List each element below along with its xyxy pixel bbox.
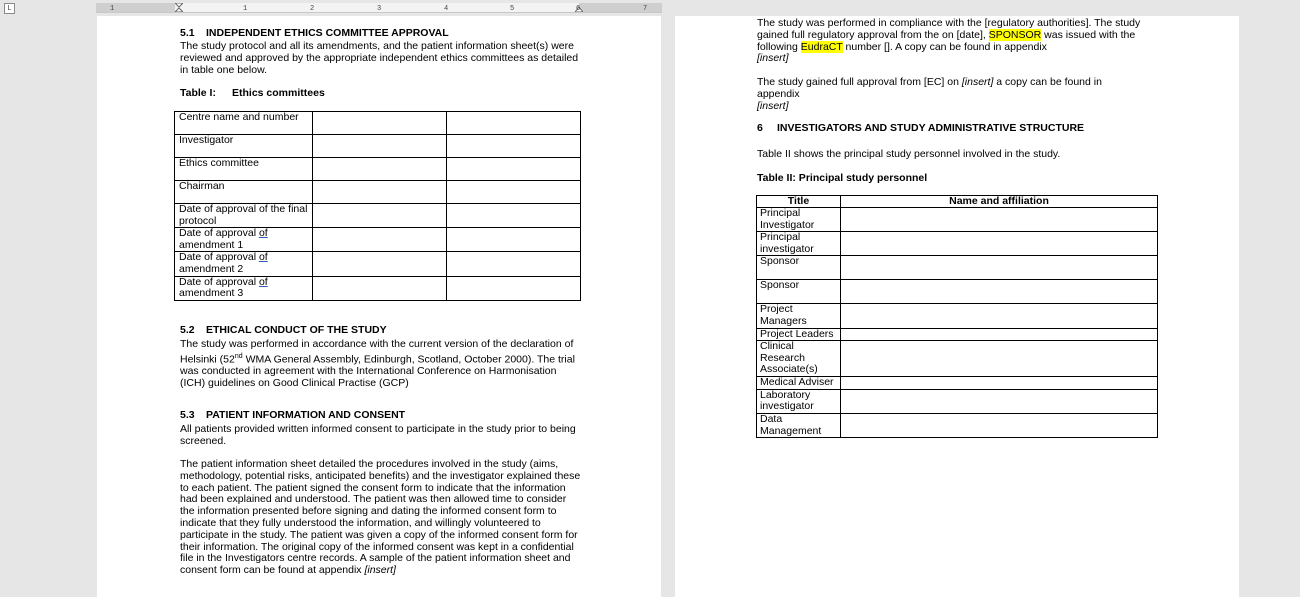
column-header-title: Title [757, 196, 841, 208]
ec-approval-paragraph [757, 77, 1147, 112]
table-row [175, 276, 581, 300]
section-heading-6 [757, 122, 1084, 134]
table-cell[interactable] [841, 280, 1158, 304]
table-cell[interactable]: Sponsor [757, 256, 841, 280]
table-cell[interactable] [313, 112, 447, 135]
table-cell[interactable]: Project Managers [757, 304, 841, 328]
table-row [175, 228, 581, 252]
section-5-3-body-1: All patients provided written informed consent to participate in the study prior to being screened. [180, 423, 576, 447]
table-cell[interactable]: Centre name and number [175, 112, 313, 135]
ruler-tick: 1 [243, 5, 248, 13]
body-text: The patient information sheet detailed the procedures involved in the study (aims, methodology, potential risks, anticipated benefits) and the investigator explained these to each patient. The patient signed the consent form to indicate that the information had been explained and understood. The patient was then allowed time to consider the information presented before signing and dating the informed consent form to indicate that they fully understood the information, and willingly volunteered to participate in the study. The patient was given a copy of the informed consent form for their information. The original copy of the informed consent was kept in a confidential file in the Investigators centre records. A sample of the patient information sheet and consent form can be found at appendix [180, 458, 581, 577]
table-row [757, 341, 1158, 377]
table-cell[interactable]: Principal Investigator [757, 208, 841, 232]
table-cell[interactable] [313, 276, 447, 300]
table-cell[interactable] [841, 413, 1158, 437]
table-cell[interactable]: Laboratory investigator [757, 389, 841, 413]
table-cell[interactable] [447, 181, 581, 204]
ruler-tick: 4 [444, 5, 449, 13]
body-text: number [842, 40, 885, 53]
table-row [757, 377, 1158, 390]
ruler-tick: 7 [643, 5, 648, 13]
principal-personnel-table[interactable] [756, 195, 1158, 438]
table-cell[interactable] [313, 252, 447, 276]
section-heading-5-3 [180, 409, 405, 421]
table-cell[interactable]: Chairman [175, 181, 313, 204]
table-header-row [757, 196, 1158, 208]
cell-text: Date of approval [179, 251, 259, 264]
regulatory-paragraph [757, 18, 1142, 65]
table-cell[interactable] [447, 204, 581, 228]
table-row [757, 328, 1158, 341]
table-cell[interactable] [313, 158, 447, 181]
table-cell[interactable] [447, 158, 581, 181]
first-line-indent-marker[interactable] [175, 3, 183, 12]
section-number: 5.2 [180, 324, 195, 336]
section-heading-5-2 [180, 324, 387, 336]
body-text: The study was performed in accordance with the current version of the declaration of Helsinki (52 [180, 338, 574, 366]
spelling-flag: of [258, 251, 268, 264]
table-cell[interactable] [447, 252, 581, 276]
table-cell[interactable]: Clinical Research Associate(s) [757, 341, 841, 377]
body-text: . A copy can be found in appendix [889, 40, 1047, 53]
body-text: was issued with the following [757, 28, 1136, 53]
table-row [757, 208, 1158, 232]
section-number: 6 [757, 122, 763, 134]
table-1-caption [180, 87, 325, 99]
superscript: nd [234, 352, 243, 360]
table-row [175, 112, 581, 135]
table-row [175, 252, 581, 276]
table-cell[interactable] [313, 181, 447, 204]
body-text: The study gained full approval from [EC] on [757, 76, 962, 88]
table-cell[interactable] [841, 232, 1158, 256]
table-cell[interactable] [313, 204, 447, 228]
spelling-flag: of [258, 227, 268, 240]
table-cell[interactable] [447, 228, 581, 252]
table-cell[interactable]: Data Management [757, 413, 841, 437]
spelling-flag: of [258, 276, 268, 288]
document-page-right[interactable] [675, 16, 1239, 597]
cell-text: amendment 2 [179, 262, 244, 275]
table-2-intro: Table II shows the principal study personnel involved in the study. [757, 148, 1061, 160]
insert-placeholder: [insert] [961, 76, 994, 88]
table-row [757, 413, 1158, 437]
table-cell[interactable]: Ethics committee [175, 158, 313, 181]
table-cell[interactable] [841, 389, 1158, 413]
document-page-left[interactable] [97, 16, 661, 597]
table-cell[interactable] [841, 256, 1158, 280]
horizontal-ruler[interactable] [96, 3, 662, 13]
table-cell[interactable]: Date of approval of the final protocol [175, 204, 313, 228]
table-cell[interactable] [313, 135, 447, 158]
highlighted-eudract: EudraCT [800, 40, 843, 53]
table-title: Ethics committees [232, 87, 325, 99]
cell-text: Date of approval [179, 276, 259, 288]
ruler-left-margin [96, 3, 175, 12]
table-cell[interactable] [841, 328, 1158, 341]
table-cell[interactable]: Principal investigator [757, 232, 841, 256]
section-number: 5.3 [180, 409, 195, 421]
table-row [175, 204, 581, 228]
section-5-1-body: The study protocol and all its amendments, and the patient information sheet(s) were reviewed and approved by the appropriate independent ethics committees as detailed in table one below. [180, 40, 579, 76]
table-cell[interactable] [841, 341, 1158, 377]
section-number: 5.1 [180, 27, 195, 39]
section-heading-5-1 [180, 27, 449, 39]
table-row [175, 135, 581, 158]
table-row [757, 232, 1158, 256]
insert-placeholder: [insert] [757, 99, 789, 112]
section-5-3-body-2 [180, 459, 582, 577]
section-title: PATIENT INFORMATION AND CONSENT [206, 409, 406, 421]
ruler-tick: 1 [110, 5, 115, 13]
ethics-committees-table[interactable] [174, 111, 581, 301]
spelling-flag: [] [884, 40, 890, 53]
table-row [175, 158, 581, 181]
table-row [757, 389, 1158, 413]
ruler-tick: 5 [510, 5, 515, 13]
table-cell[interactable]: Medical Adviser [757, 377, 841, 390]
ruler-right-margin [579, 3, 662, 12]
table-cell[interactable]: Investigator [175, 135, 313, 158]
highlighted-sponsor: SPONSOR [988, 28, 1042, 41]
cell-text: amendment 1 [179, 238, 244, 251]
table-cell[interactable] [841, 208, 1158, 232]
table-label: Table I: [180, 87, 216, 99]
section-5-2-body [180, 339, 580, 390]
section-title: INVESTIGATORS AND STUDY ADMINISTRATIVE STRUCTURE [777, 122, 1085, 134]
table-cell[interactable]: Project Leaders [757, 328, 841, 341]
cell-text: Date of approval [179, 227, 259, 240]
table-cell[interactable] [447, 276, 581, 300]
insert-placeholder: [insert] [364, 564, 396, 577]
ruler-tick: 2 [310, 5, 315, 13]
body-text: WMA General Assembly, Edinburgh, Scotland, October 2000). The trial was conducted in agreement with the International Conference on Harmonisation (ICH) guidelines on Good Clinical Practise (GCP) [180, 353, 575, 389]
cell-text: amendment 3 [179, 287, 244, 300]
body-text: a copy can be found in appendix [757, 76, 1102, 100]
ruler-tick: 3 [377, 5, 382, 13]
table-cell[interactable] [175, 276, 313, 300]
table-cell[interactable] [313, 228, 447, 252]
section-title: ETHICAL CONDUCT OF THE STUDY [206, 324, 387, 336]
table-row [757, 256, 1158, 280]
table-row [757, 304, 1158, 328]
table-2-caption: Table II: Principal study personnel [757, 172, 928, 184]
table-cell[interactable] [841, 304, 1158, 328]
table-cell[interactable] [447, 112, 581, 135]
column-header-name: Name and affiliation [841, 196, 1158, 208]
table-row [757, 280, 1158, 304]
table-cell[interactable]: Sponsor [757, 280, 841, 304]
insert-placeholder: [insert] [757, 52, 789, 65]
ruler-tick: 6 [576, 5, 581, 13]
table-cell[interactable] [841, 377, 1158, 390]
table-cell[interactable] [447, 135, 581, 158]
table-cell[interactable] [175, 228, 313, 252]
table-row [175, 181, 581, 204]
tab-selector-button[interactable]: L [4, 3, 15, 14]
body-text: The study was performed in compliance with the [regulatory authorities]. The study gained full regulatory approval from the on [date], [757, 17, 1141, 41]
section-title: INDEPENDENT ETHICS COMMITTEE APPROVAL [206, 27, 449, 39]
table-cell[interactable] [175, 252, 313, 276]
